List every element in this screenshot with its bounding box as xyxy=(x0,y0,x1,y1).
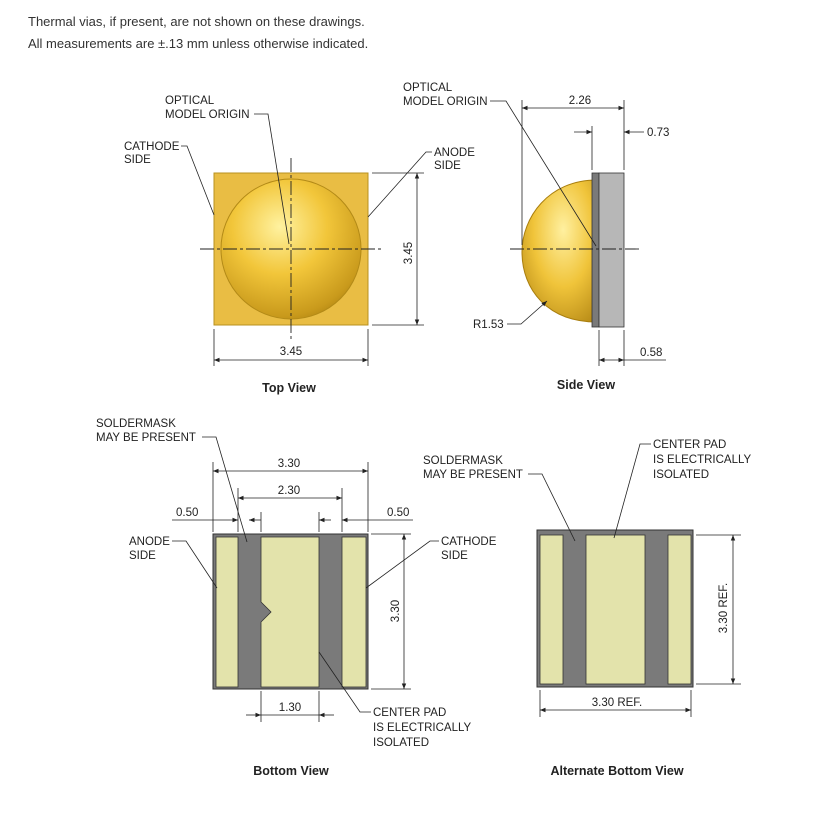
alt-bottom-view-center-pad-label-3: ISOLATED xyxy=(653,469,710,481)
side-view-base-dim: 0.58 xyxy=(640,347,663,359)
alt-bottom-view-height-dim: 3.30 REF. xyxy=(718,582,730,634)
top-view-anode-label-1: ANODE xyxy=(434,147,475,159)
top-view-cathode-label-1: CATHODE xyxy=(124,141,180,153)
alt-bottom-view-width-dim: 3.30 REF. xyxy=(591,697,643,709)
bottom-view-left-pad-dim: 0.50 xyxy=(176,507,199,519)
bottom-view-inner-dim: 2.30 xyxy=(277,485,301,497)
bottom-view-anode-leader xyxy=(172,541,217,588)
side-view-dome xyxy=(522,180,597,322)
alt-bottom-view-soldermask-label-2: MAY BE PRESENT xyxy=(423,469,523,481)
side-view-radius-leader xyxy=(507,301,547,324)
side-view-body xyxy=(592,173,599,327)
side-view-width-dim: 2.26 xyxy=(568,95,592,107)
side-view-base xyxy=(599,173,624,327)
bottom-view-cathode-label-1: CATHODE xyxy=(441,536,497,548)
bottom-view-soldermask-label-2: MAY BE PRESENT xyxy=(96,432,196,444)
top-view-height-dim: 3.45 xyxy=(403,241,415,265)
bottom-view-anode-label-1: ANODE xyxy=(129,536,170,548)
top-view xyxy=(124,95,475,395)
top-view-cathode-label-2: SIDE xyxy=(124,154,151,166)
top-view-origin-label-1: OPTICAL xyxy=(165,95,215,107)
alt-bottom-view-title: Alternate Bottom View xyxy=(550,764,684,778)
side-view-origin-label-2: MODEL ORIGIN xyxy=(403,96,488,108)
side-view xyxy=(403,82,669,392)
alt-bottom-view-right-pad xyxy=(668,535,691,684)
alt-bottom-view xyxy=(423,439,752,778)
bottom-view-right-pad-dim: 0.50 xyxy=(387,507,410,519)
bottom-view-soldermask-leader xyxy=(202,437,247,542)
top-view-anode-leader xyxy=(368,152,432,217)
side-view-radius-dim: R1.53 xyxy=(473,319,504,331)
top-view-origin-label-2: MODEL ORIGIN xyxy=(165,109,250,121)
top-view-width-dim: 3.45 xyxy=(279,346,303,358)
alt-bottom-view-left-pad xyxy=(540,535,563,684)
alt-bottom-view-center-pad-label-2: IS ELECTRICALLY xyxy=(653,454,752,466)
top-view-cathode-leader xyxy=(181,146,214,215)
bottom-view-center-dim: 1.30 xyxy=(278,702,302,714)
top-view-title: Top View xyxy=(262,381,316,395)
bottom-view-center-pad-label-1: CENTER PAD xyxy=(373,707,447,719)
alt-bottom-view-center-pad-leader xyxy=(614,444,651,538)
top-view-anode-label-2: SIDE xyxy=(434,160,461,172)
bottom-view-anode-label-2: SIDE xyxy=(129,550,156,562)
bottom-view-cathode-leader xyxy=(366,541,439,588)
side-view-title: Side View xyxy=(556,378,616,392)
alt-bottom-view-soldermask-label-1: SOLDERMASK xyxy=(423,455,503,467)
alt-bottom-view-center-pad xyxy=(586,535,645,684)
note-tolerance: All measurements are ±.13 mm unless otherwise indicated. xyxy=(28,36,369,51)
side-view-origin-label-1: OPTICAL xyxy=(403,82,453,94)
bottom-view-soldermask-label-1: SOLDERMASK xyxy=(96,418,176,430)
bottom-view-center-pad-label-3: ISOLATED xyxy=(373,737,430,749)
bottom-view-anode-pad xyxy=(216,537,238,687)
bottom-view-height-dim: 3.30 xyxy=(390,599,402,623)
side-view-cap-dim: 0.73 xyxy=(647,127,670,139)
bottom-view-cathode-pad xyxy=(342,537,366,687)
note-thermal-vias: Thermal vias, if present, are not shown on these drawings. xyxy=(28,14,365,29)
alt-bottom-view-center-pad-label-1: CENTER PAD xyxy=(653,439,727,451)
bottom-view-center-pad-label-2: IS ELECTRICALLY xyxy=(373,722,472,734)
bottom-view-overall-dim: 3.30 xyxy=(277,458,301,470)
bottom-view-cathode-label-2: SIDE xyxy=(441,550,468,562)
bottom-view-title: Bottom View xyxy=(253,764,329,778)
